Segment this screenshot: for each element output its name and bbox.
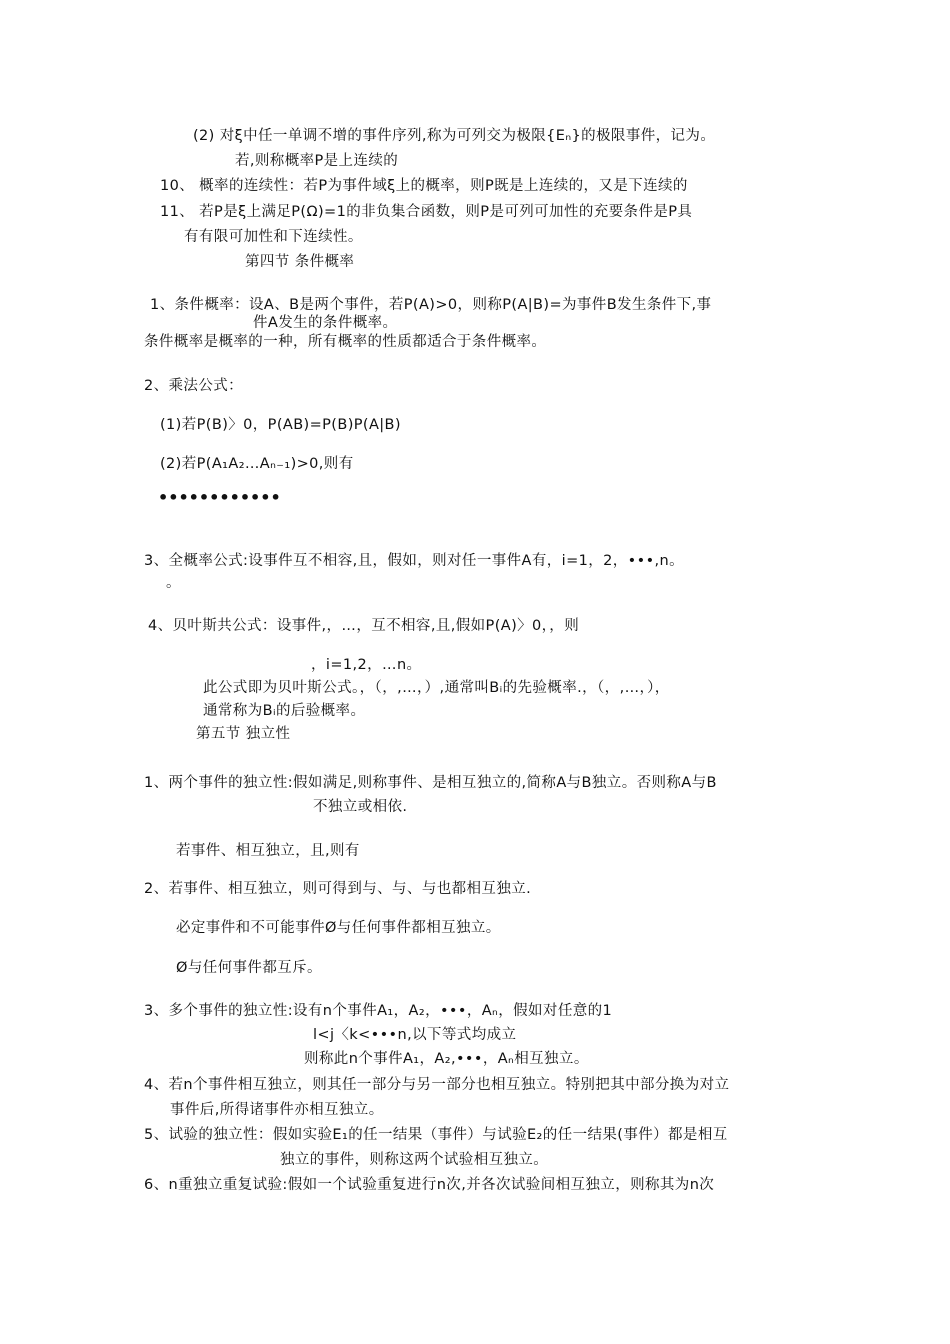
- text-line: 独立的事件，则称这两个试验相互独立。: [280, 1152, 549, 1168]
- text-line: 1、两个事件的独立性:假如满足,则称事件、是相互独立的,简称A与B独立。否则称A与B: [144, 775, 717, 791]
- text-line: (2) 对ξ中任一单调不增的事件序列,称为可列交为极限{Eₙ}的极限事件，记为。: [193, 128, 716, 144]
- text-line: (1)若P(B)〉0，P(AB)=P(B)P(A|B): [160, 417, 401, 433]
- text-line: l<j〈k<•••n,以下等式均成立: [313, 1027, 517, 1043]
- section-heading: 第四节 条件概率: [245, 254, 355, 270]
- text-line: 3、多个事件的独立性:设有n个事件A₁，A₂，•••，Aₙ，假如对任意的1: [144, 1003, 613, 1019]
- text-line: 此公式即为贝叶斯公式。，（，,…，）,通常叫Bᵢ的先验概率.，（，,…，），: [203, 680, 670, 696]
- text-line: 有有限可加性和下连续性。: [184, 229, 363, 245]
- text-line: (2)若P(A₁A₂…Aₙ₋₁)>0,则有: [160, 456, 354, 472]
- text-line: Ø与任何事件都互斥。: [176, 960, 322, 976]
- section-heading: 第五节 独立性: [196, 726, 291, 742]
- text-line: 通常称为Bᵢ的后验概率。: [203, 703, 366, 719]
- text-line: 若事件、相互独立，且,则有: [176, 843, 360, 859]
- text-line: 10、 概率的连续性：若P为事件域ξ上的概率，则P既是上连续的，又是下连续的: [160, 178, 688, 194]
- text-line: 6、n重独立重复试验:假如一个试验重复进行n次,并各次试验间相互独立，则称其为n次: [144, 1177, 715, 1193]
- text-line: 事件后,所得诸事件亦相互独立。: [170, 1102, 384, 1118]
- text-line: 4、贝叶斯共公式：设事件,，…，互不相容,且,假如P(A)〉0，，则: [148, 618, 580, 634]
- text-line: 。: [166, 575, 181, 591]
- text-line: 4、若n个事件相互独立，则其任一部分与另一部分也相互独立。特别把其中部分换为对立: [144, 1077, 730, 1093]
- text-line: ，i=1,2，…n。: [311, 657, 422, 673]
- text-line: 条件概率是概率的一种，所有概率的性质都适合于条件概率。: [144, 334, 547, 350]
- text-line: 则称此n个事件A₁，A₂,•••，Aₙ相互独立。: [304, 1051, 589, 1067]
- text-line: 若,则称概率P是上连续的: [235, 153, 399, 169]
- text-line: 不独立或相依.: [313, 799, 408, 815]
- text-line: 2、若事件、相互独立，则可得到与、与、与也都相互独立.: [144, 881, 532, 897]
- text-line: 必定事件和不可能事件Ø与任何事件都相互独立。: [176, 920, 501, 936]
- text-line: 5、试验的独立性：假如实验E₁的任一结果（事件）与试验E₂的任一结果(事件）都是相互: [144, 1127, 728, 1143]
- text-line: 2、乘法公式：: [144, 378, 244, 394]
- text-line: 件A发生的条件概率。: [253, 315, 398, 331]
- text-line: 1、条件概率：设A、B是两个事件，若P(A)>0，则称P(A|B)=为事件B发生条件下,事: [150, 297, 712, 313]
- text-line: 11、 若P是ξ上满足P(Ω)=1的非负集合函数，则P是可列可加性的充要条件是P具: [160, 204, 693, 220]
- text-line: 3、全概率公式:设事件互不相容,且，假如，则对任一事件A有，i=1，2，•••,n。: [144, 553, 685, 569]
- ellipsis-dots: ••••••••••••: [158, 488, 281, 507]
